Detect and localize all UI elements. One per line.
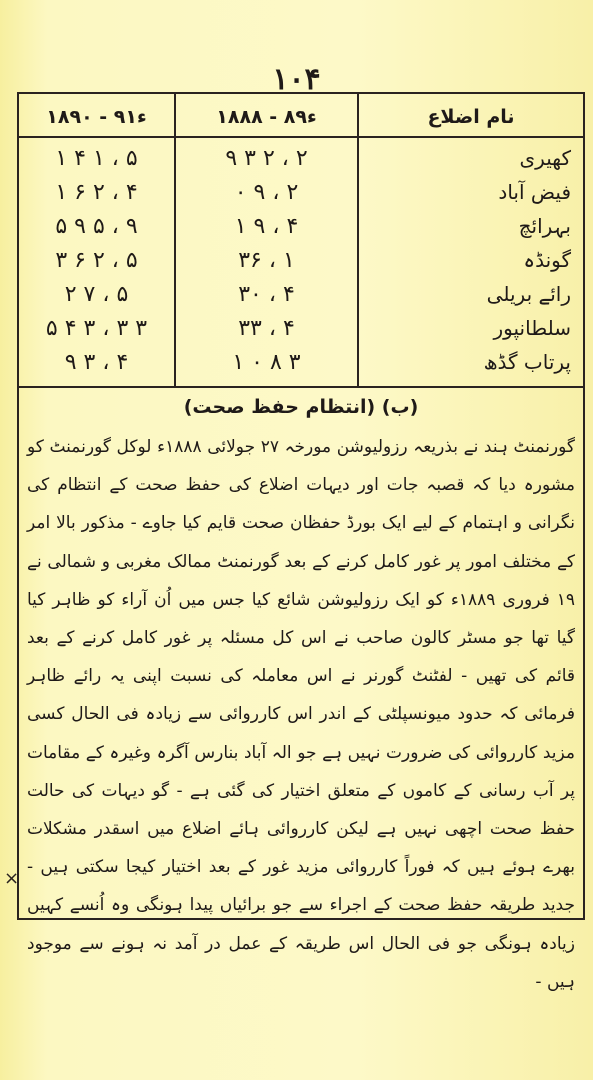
period2-value: ۱ ۴ ۱ ، ۵ bbox=[55, 146, 138, 171]
period2-value: ۵ ۴ ۳ ، ۳ ۳ bbox=[45, 316, 148, 341]
table-bottom-divider bbox=[19, 386, 583, 388]
period1-value: ۳۶ ، ۱ bbox=[238, 248, 295, 273]
header-divider bbox=[19, 136, 583, 138]
header-district: نام اضلاع bbox=[427, 106, 515, 128]
period1-value: ۱ ۹ ، ۴ bbox=[234, 214, 299, 239]
period2-value: ۹ ۳ ، ۴ bbox=[64, 350, 129, 375]
district-name: پرتاب گڈھ bbox=[483, 350, 571, 374]
period2-value: ۳ ۶ ۲ ، ۵ bbox=[55, 248, 138, 273]
period2-value: ۱ ۶ ۲ ، ۴ bbox=[55, 180, 138, 205]
statistics-frame bbox=[17, 92, 585, 992]
district-name: رائے بریلی bbox=[486, 282, 571, 306]
page-number: ۱۰۴ bbox=[272, 62, 321, 97]
section-title: (ب) (انتظام حفظ صحت) bbox=[183, 396, 419, 418]
period1-value: ۱ ۰ ۸ ۳ bbox=[232, 350, 301, 375]
district-name: سلطانپور bbox=[493, 316, 571, 340]
section-paragraph: گورنمنٹ ہند نے بذریعہ رزولیوشن مورخہ ۲۷ جولائی ۱۸۸۸ء لوکل گورنمنٹ کو مشورہ دیا کہ قصبہ جات اور دیہات اضلاع کی حفظ صحت کے انتظام کی نگرانی و اہتمام کے لیے ایک بورڈ حفظان صحت قایم کیا جاوے - مذکور بالا امر کے مختلف امور پر غور کامل کرنے کے بعد گورنمنٹ ممالک مغربی و شمالی نے ۱۹ فروری ۱۸۸۹ء کو ایک رزولیوشن شائع کیا جس میں اُن آراء کو ظاہر کیا گیا تھا جو مسٹر کالون صاحب نے اس کل مسئلہ پر غور کامل کرنے کے بعد قائم کی تھیں - لفٹنٹ گورنر نے اس معاملہ کی نسبت اپنی یہ رائے ظاہر فرمائی کہ حدود میونسپلٹی کے اندر اس کارروائی سے زیادہ فی الحال کسی مزید کارروائی کی ضرورت نہیں ہے جو الہ آباد بنارس آگرہ وغیرہ کے مقامات پر آب رسانی کے کاموں کے متعلق اختیار کی گئی ہے - گو دیہات کی حالت حفظ صحت اچھی نہیں ہے لیکن کارروائی ہائے اضلاع میں اسقدر مشکلات بھرے ہوئے ہیں کہ فوراً کارروائی مزید غور کے بعد اختیار کیجا سکتی ہیں - جدید طریقہ حفظ صحت کے اجراء سے جو برائیاں پیدا ہونگی وہ اُنسے کہیں زیادہ ہونگی جو فی الحال اس طریقہ کے عمل در آمد نہ ہونے سے موجود ہیں - bbox=[27, 437, 575, 992]
margin-mark-icon: × bbox=[4, 868, 20, 889]
period2-value: ۵ ۹ ۵ ، ۹ bbox=[55, 214, 138, 239]
period2-value: ۲ ۷ ، ۵ bbox=[64, 282, 129, 307]
district-name: بہرائچ bbox=[518, 214, 571, 238]
header-period2: ۱۸۹۰ - ۹۱ء bbox=[46, 106, 147, 128]
period1-value: ۹ ۳ ۲ ، ۲ bbox=[225, 146, 308, 171]
district-name: فیض آباد bbox=[498, 180, 571, 204]
header-period1: ۱۸۸۸ - ۸۹ء bbox=[216, 106, 317, 128]
period1-value: ۳۰ ، ۴ bbox=[238, 282, 295, 307]
period1-value: ۰ ۹ ، ۲ bbox=[234, 180, 299, 205]
period1-value: ۳۳ ، ۴ bbox=[238, 316, 295, 341]
district-name: کھیری bbox=[519, 146, 571, 170]
district-name: گونڈہ bbox=[523, 248, 571, 272]
